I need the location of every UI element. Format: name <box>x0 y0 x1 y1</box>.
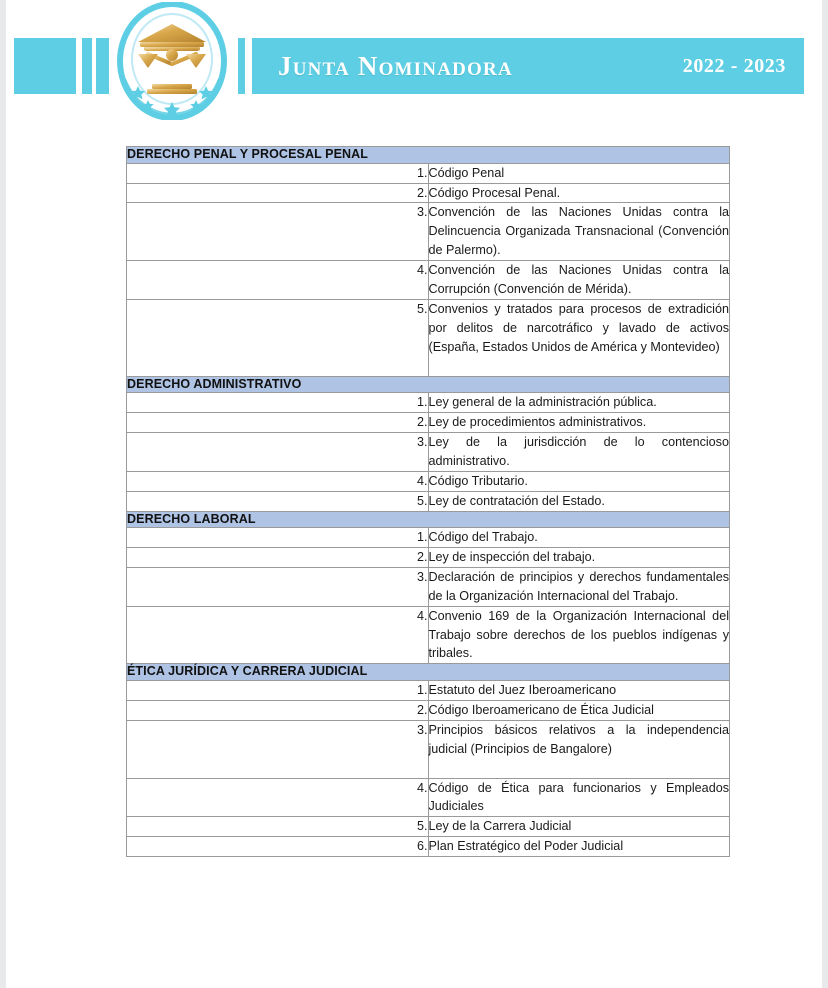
banner-years: 2022 - 2023 <box>682 54 786 77</box>
item-text: Ley de la Carrera Judicial <box>428 819 572 834</box>
item-text-cell <box>428 680 730 700</box>
item-text: Código del Trabajo. <box>428 530 538 545</box>
table-row <box>127 163 730 183</box>
table-row <box>127 837 730 857</box>
item-number: 3. <box>127 720 429 778</box>
item-text: Convenios y tratados para procesos de extradición por delitos de narcotráfico y lavado de activos (España, Estados Unidos de América y Montevideo) <box>428 301 729 354</box>
section-title: DERECHO ADMINISTRATIVO <box>127 376 730 393</box>
item-text-cell <box>428 261 730 300</box>
item-text: Ley de contratación del Estado. <box>428 493 605 508</box>
table-row <box>127 299 730 376</box>
item-text-cell <box>428 183 730 203</box>
item-number: 2. <box>127 548 429 568</box>
table-row <box>127 203 730 261</box>
item-number: 6. <box>127 837 429 857</box>
item-text: Declaración de principios y derechos fundamentales de la Organización Internacional del Trabajo. <box>428 569 729 603</box>
item-text: Ley general de la administración pública. <box>428 395 657 410</box>
table-section-header <box>127 511 730 528</box>
item-number: 2. <box>127 700 429 720</box>
item-number: 4. <box>127 606 429 664</box>
item-text: Convención de las Naciones Unidas contra la Corrupción (Convención de Mérida). <box>428 263 729 296</box>
banner-divider-bar-1 <box>82 38 92 94</box>
table-row <box>127 432 730 471</box>
section-title: DERECHO PENAL Y PROCESAL PENAL <box>127 147 730 164</box>
item-text-cell <box>428 432 730 471</box>
table-section-header <box>127 147 730 164</box>
item-text-cell <box>428 700 730 720</box>
item-spacer-line <box>429 357 730 376</box>
item-number: 5. <box>127 491 429 511</box>
item-text-cell <box>428 299 730 376</box>
item-text-cell <box>428 491 730 511</box>
table-row <box>127 261 730 300</box>
item-text-cell <box>428 837 730 857</box>
table-row <box>127 471 730 491</box>
table-row <box>127 700 730 720</box>
table-row <box>127 183 730 203</box>
item-number: 1. <box>127 680 429 700</box>
table-row <box>127 680 730 700</box>
item-text-cell <box>428 567 730 606</box>
table-row <box>127 413 730 433</box>
item-text: Código Procesal Penal. <box>428 185 561 200</box>
item-spacer-line <box>429 759 730 778</box>
table-row <box>127 606 730 664</box>
item-number: 5. <box>127 299 429 376</box>
scales-of-justice-emblem-icon <box>110 2 234 120</box>
item-number: 1. <box>127 528 429 548</box>
banner-title: Junta Nominadora <box>278 50 513 81</box>
item-text-cell <box>428 720 730 778</box>
item-text: Código Iberoamericano de Ética Judicial <box>428 702 654 717</box>
banner-block-left <box>14 38 76 94</box>
item-text-cell <box>428 413 730 433</box>
table-row <box>127 528 730 548</box>
item-text-cell <box>428 203 730 261</box>
item-text-cell <box>428 778 730 817</box>
item-text-cell <box>428 606 730 664</box>
document-header-banner <box>6 0 822 120</box>
table-section-header <box>127 664 730 681</box>
table-row <box>127 778 730 817</box>
table-row <box>127 817 730 837</box>
item-text: Código de Ética para funcionarios y Empleados Judiciales <box>428 780 729 814</box>
banner-divider-bar-3 <box>238 38 245 94</box>
item-number: 1. <box>127 393 429 413</box>
item-text: Principios básicos relativos a la independencia judicial (Principios de Bangalore) <box>428 722 729 756</box>
item-text-cell <box>428 471 730 491</box>
item-number: 3. <box>127 203 429 261</box>
item-number: 2. <box>127 183 429 203</box>
item-text-cell <box>428 528 730 548</box>
item-number: 3. <box>127 432 429 471</box>
item-text: Estatuto del Juez Iberoamericano <box>428 682 617 697</box>
section-title: ÉTICA JURÍDICA Y CARRERA JUDICIAL <box>127 664 730 681</box>
item-text: Ley de la jurisdicción de lo contencioso administrativo. <box>428 434 729 468</box>
item-number: 4. <box>127 261 429 300</box>
item-number: 4. <box>127 471 429 491</box>
item-text: Plan Estratégico del Poder Judicial <box>428 839 624 854</box>
item-text: Código Tributario. <box>428 473 528 488</box>
item-text-cell <box>428 548 730 568</box>
subjects-table <box>126 146 730 857</box>
table-row <box>127 491 730 511</box>
item-text: Convenio 169 de la Organización Internacional del Trabajo sobre derechos de los pueblos indígenas y tribales. <box>428 608 729 661</box>
item-number: 2. <box>127 413 429 433</box>
item-number: 3. <box>127 567 429 606</box>
table-row <box>127 567 730 606</box>
item-text: Ley de procedimientos administrativos. <box>428 415 647 430</box>
item-number: 5. <box>127 817 429 837</box>
item-text: Código Penal <box>428 165 505 180</box>
item-text-cell <box>428 393 730 413</box>
section-title: DERECHO LABORAL <box>127 511 730 528</box>
item-text-cell <box>428 817 730 837</box>
item-number: 1. <box>127 163 429 183</box>
table-section-header <box>127 376 730 393</box>
item-number: 4. <box>127 778 429 817</box>
banner-divider-bar-2 <box>96 38 109 94</box>
table-row <box>127 393 730 413</box>
table-row <box>127 548 730 568</box>
item-text: Convención de las Naciones Unidas contra la Delincuencia Organizada Transnacional (Convención de Palermo). <box>428 205 729 258</box>
item-text-cell <box>428 163 730 183</box>
item-text: Ley de inspección del trabajo. <box>428 550 596 565</box>
table-row <box>127 720 730 778</box>
